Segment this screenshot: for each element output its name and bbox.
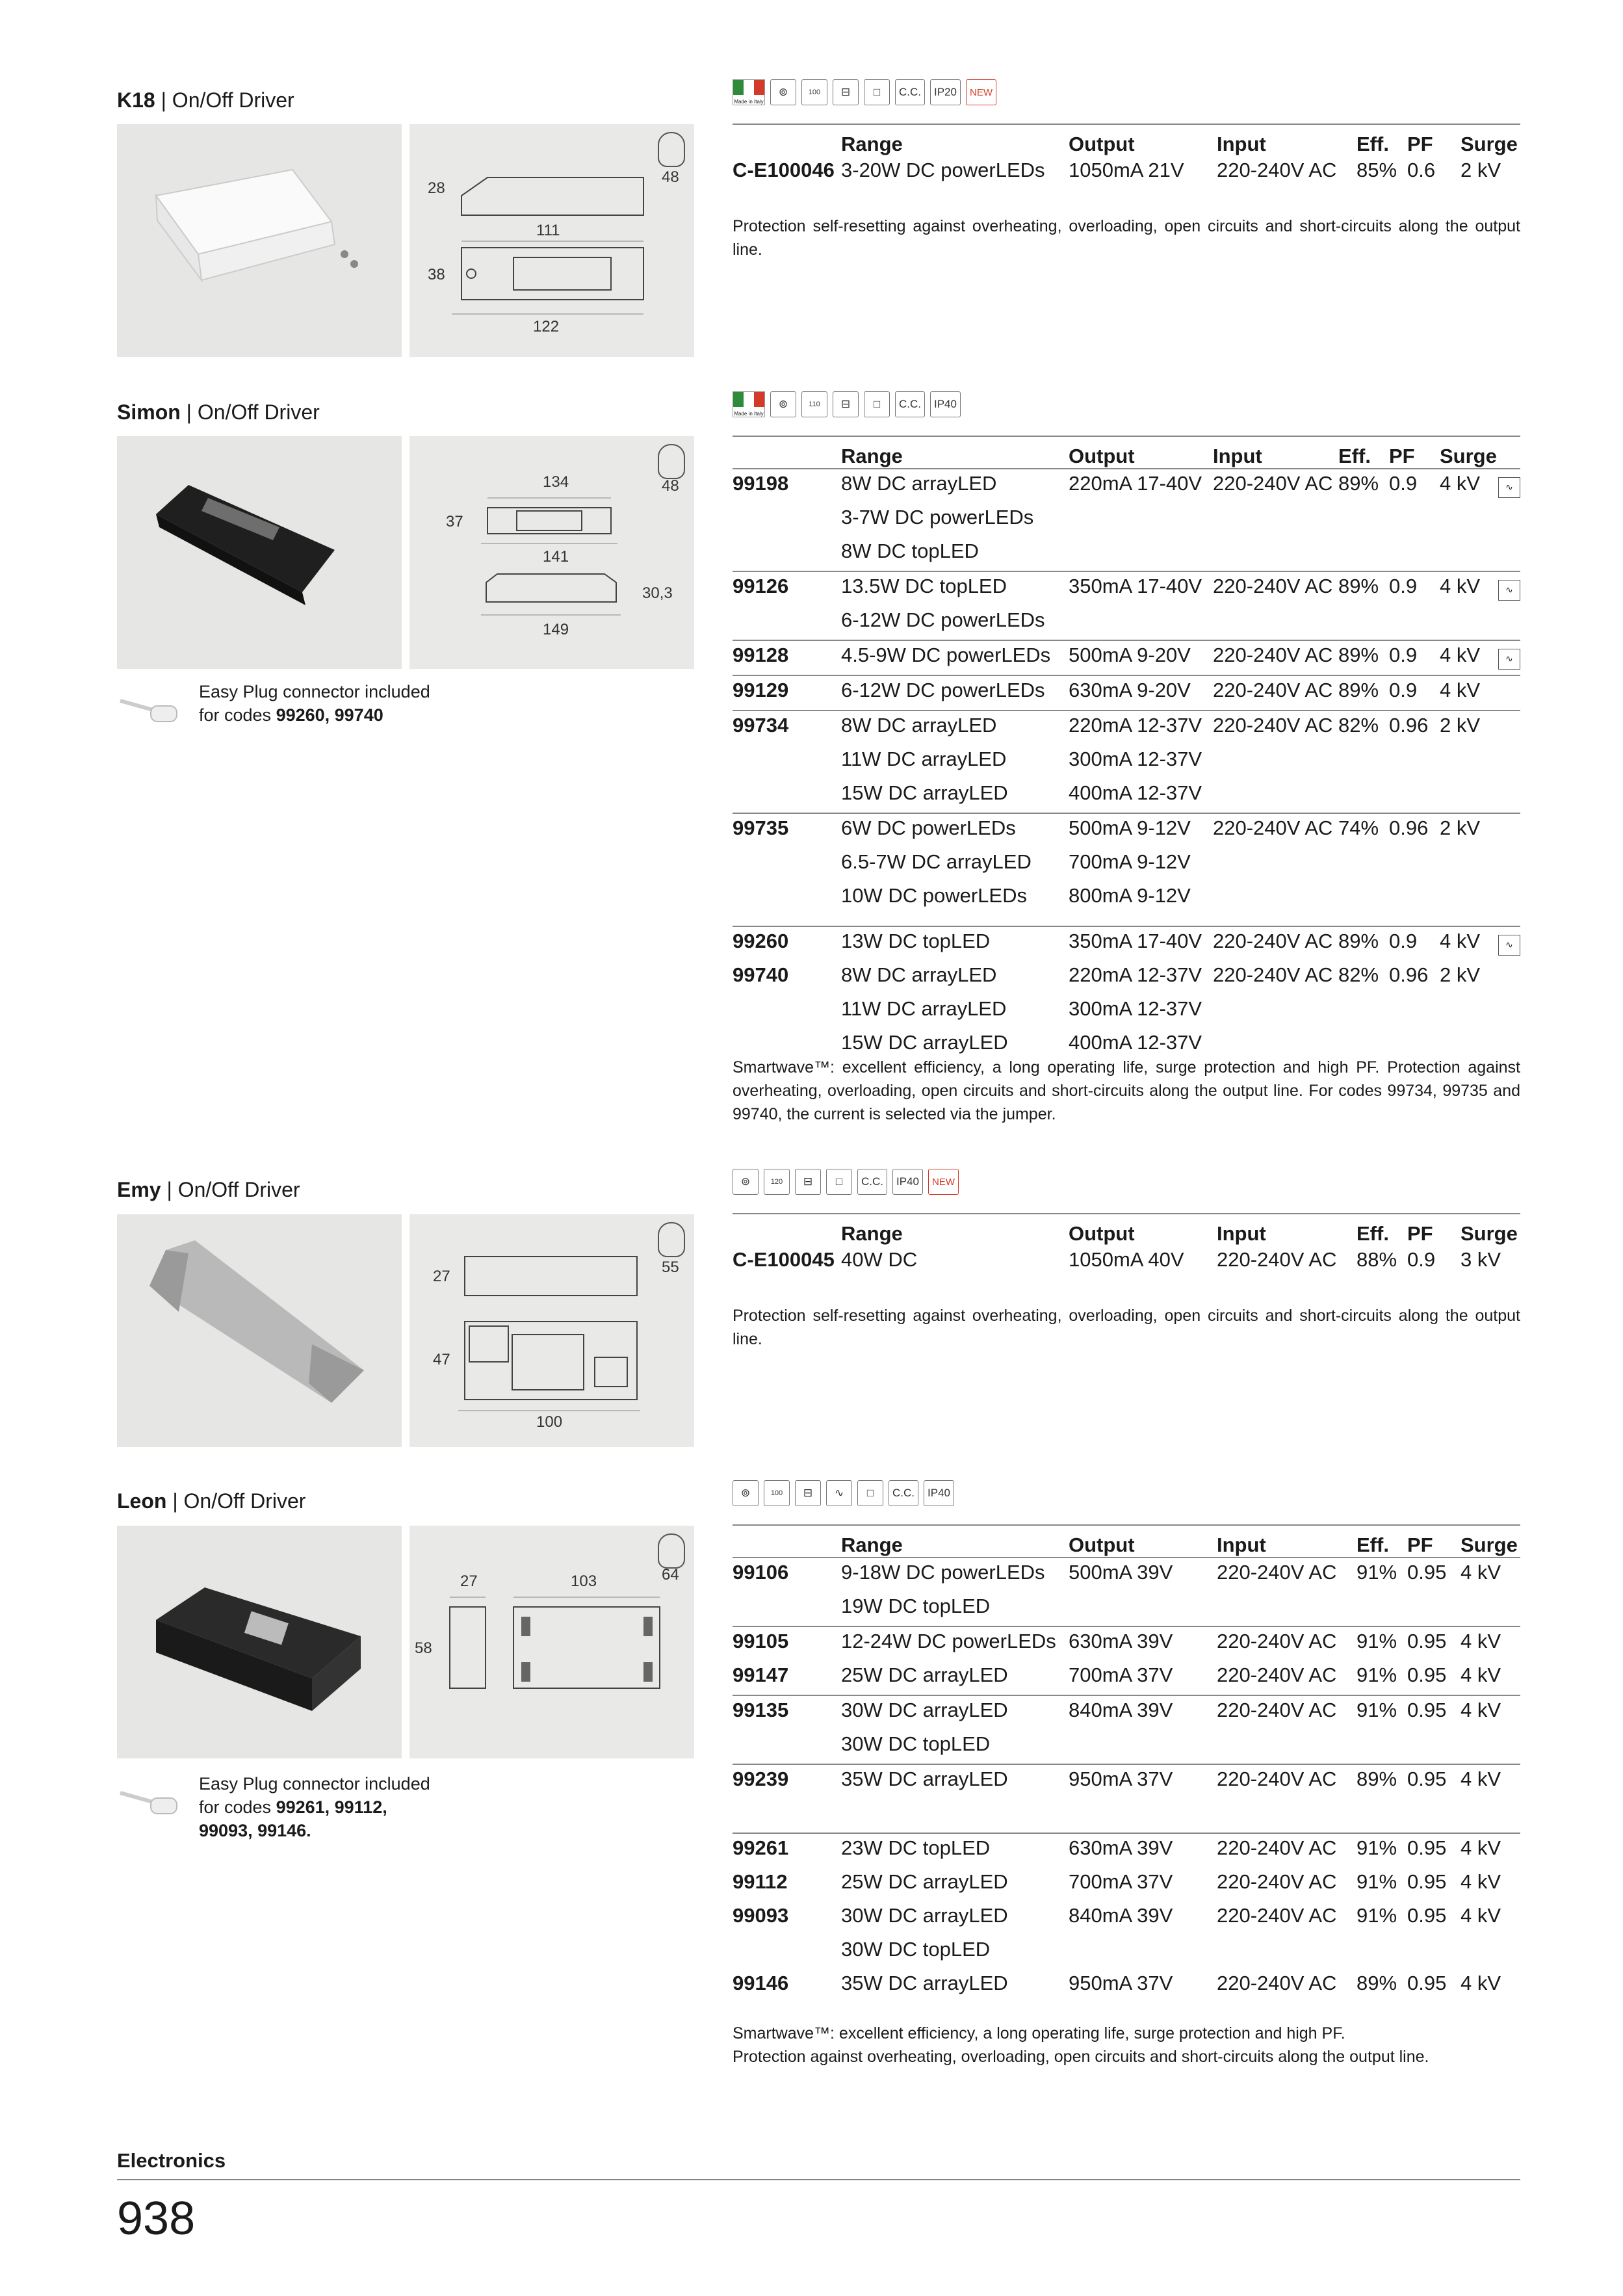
header-pf: PF xyxy=(1407,1214,1461,1246)
header-input: Input xyxy=(1217,1525,1357,1558)
dim-depth: 38 xyxy=(428,266,445,283)
header-output: Output xyxy=(1069,436,1213,469)
header-input: Input xyxy=(1213,436,1338,469)
easy-plug-connector-icon xyxy=(117,689,182,728)
dim-height: 27 xyxy=(460,1572,478,1590)
footer-divider xyxy=(117,2179,1520,2180)
hand-touch-icon xyxy=(658,132,685,167)
class-ii-icon: ⊚ xyxy=(733,1169,759,1195)
dim-width: 48 xyxy=(662,168,679,186)
temperature-icon: 100 xyxy=(801,79,827,105)
badge-cc: C.C. xyxy=(895,391,925,417)
table-row: 99147 25W DC arrayLED 700mA 37V 220-240V AC 91% 0.95 4 kV xyxy=(733,1663,1501,1686)
hand-touch-icon xyxy=(658,1533,685,1569)
driver-box-icon: ⊟ xyxy=(795,1169,821,1195)
dim-length: 122 xyxy=(533,318,560,335)
k18-icon-row xyxy=(733,79,996,105)
table-row: 99239 35W DC arrayLED 950mA 37V 220-240V AC 89% 0.95 4 kV xyxy=(733,1764,1520,1799)
table-row: 10W DC powerLEDs 800mA 9-12V xyxy=(841,884,1191,907)
product-photo-simon xyxy=(117,436,402,669)
table-row: 99126 13.5W DC topLED 350mA 17-40V 220-240V AC 89% 0.9 4 kV ∿ xyxy=(733,571,1520,606)
table-row: 30W DC topLED xyxy=(841,1938,991,1961)
easy-plug-connector-icon xyxy=(117,1781,182,1820)
table-row: 99740 8W DC arrayLED 220mA 12-37V 220-240V AC 82% 0.96 2 kV xyxy=(733,963,1481,986)
header-range: Range xyxy=(841,1214,1069,1246)
class-ii-icon: ⊚ xyxy=(770,391,796,417)
smartwave-icon: ∿ xyxy=(1498,580,1520,601)
dim-width: 64 xyxy=(662,1566,679,1584)
dim-height: 37 xyxy=(446,513,463,530)
square-icon: □ xyxy=(864,391,890,417)
product-title-leon: Leon | On/Off Driver xyxy=(117,1489,306,1513)
product-drawing-emy xyxy=(409,1214,694,1447)
table-row: 99106 9-18W DC powerLEDs 500mA 39V 220-240V AC 91% 0.95 4 kV xyxy=(733,1558,1520,1592)
badge-cc: C.C. xyxy=(895,79,925,105)
temperature-icon: 110 xyxy=(801,391,827,417)
header-eff: Eff. xyxy=(1357,1214,1407,1246)
class-ii-icon: ⊚ xyxy=(733,1480,759,1506)
dim-depth: 47 xyxy=(433,1351,450,1368)
badge-new: NEW xyxy=(966,79,996,105)
driver-box-icon: ⊟ xyxy=(795,1480,821,1506)
badge-cc: C.C. xyxy=(857,1169,887,1195)
table-row: C-E100045 40W DC 1050mA 40V 220-240V AC 88% 0.9 3 kV xyxy=(733,1248,1501,1271)
footer-section-label: Electronics xyxy=(117,2149,226,2172)
driver-box-icon: ⊟ xyxy=(833,79,859,105)
header-eff: Eff. xyxy=(1338,436,1389,469)
header-output: Output xyxy=(1069,124,1217,156)
product-photo-k18 xyxy=(117,124,402,357)
emy-spec-table xyxy=(733,1213,1520,1279)
dim-overall: 149 xyxy=(543,621,569,638)
header-surge: Surge xyxy=(1440,436,1498,469)
header-range: Range xyxy=(841,124,1069,156)
leon-driver-image xyxy=(117,1526,402,1758)
smartwave-icon: ∿ xyxy=(826,1480,852,1506)
simon-note: Smartwave™: excellent efficiency, a long operating life, surge protection and high PF. Protection against overheating, overloading, open circuits and short-circuits along the output line. For codes 99734, 99735 and 99740, the current is selected via the jumper. xyxy=(733,1058,1520,1123)
square-icon: □ xyxy=(864,79,890,105)
table-row: 99129 6-12W DC powerLEDs 630mA 9-20V 220-240V AC 89% 0.9 4 kV xyxy=(733,675,1520,711)
product-drawing-simon xyxy=(409,436,694,669)
badge-ip: IP40 xyxy=(924,1480,954,1506)
header-pf: PF xyxy=(1407,124,1461,156)
header-output: Output xyxy=(1069,1214,1217,1246)
dim-length-b: 141 xyxy=(543,548,569,566)
dim-length: 103 xyxy=(571,1572,597,1590)
badge-ip: IP20 xyxy=(930,79,961,105)
italy-flag-icon: Made in Italy xyxy=(733,391,765,417)
square-icon: □ xyxy=(826,1169,852,1195)
badge-new: NEW xyxy=(928,1169,959,1195)
table-row: 99260 13W DC topLED 350mA 17-40V 220-240V AC 89% 0.9 4 kV ∿ xyxy=(733,926,1520,961)
badge-ip: IP40 xyxy=(892,1169,923,1195)
table-row: 99734 8W DC arrayLED 220mA 12-37V 220-240V AC 82% 0.96 2 kV xyxy=(733,711,1520,745)
table-spacer xyxy=(733,915,1520,926)
product-drawing-leon xyxy=(409,1526,694,1758)
leon-icon-row xyxy=(733,1480,954,1506)
driver-box-icon: ⊟ xyxy=(833,391,859,417)
header-surge: Surge xyxy=(1461,124,1520,156)
table-row: 99261 23W DC topLED 630mA 39V 220-240V AC 91% 0.95 4 kV xyxy=(733,1833,1520,1868)
hand-touch-icon xyxy=(658,444,685,479)
table-row: 99112 25W DC arrayLED 700mA 37V 220-240V AC 91% 0.95 4 kV xyxy=(733,1870,1501,1893)
k18-note: Protection self-resetting against overheating, overloading, open circuits and short-circuits along the output line. xyxy=(733,217,1520,259)
k18-driver-image xyxy=(117,124,402,357)
table-row: 8W DC topLED xyxy=(841,540,979,562)
product-title-k18: K18 | On/Off Driver xyxy=(117,88,294,112)
leon-spec-table xyxy=(733,1524,1520,2003)
badge-ip: IP40 xyxy=(930,391,961,417)
table-row: 99128 4.5-9W DC powerLEDs 500mA 9-20V 220-240V AC 89% 0.9 4 kV ∿ xyxy=(733,640,1520,675)
temperature-icon: 120 xyxy=(764,1169,790,1195)
table-row: 15W DC arrayLED 400mA 12-37V xyxy=(841,781,1202,804)
table-row: 99735 6W DC powerLEDs 500mA 9-12V 220-240V AC 74% 0.96 2 kV xyxy=(733,813,1520,848)
table-row: 99105 12-24W DC powerLEDs 630mA 39V 220-240V AC 91% 0.95 4 kV xyxy=(733,1626,1520,1661)
table-row: C-E100046 3-20W DC powerLEDs 1050mA 21V 220-240V AC 85% 0.6 2 kV xyxy=(733,159,1501,181)
dim-width: 48 xyxy=(662,477,679,495)
page-number: 938 xyxy=(117,2193,196,2245)
header-surge: Surge xyxy=(1461,1214,1520,1246)
simon-spec-table xyxy=(733,436,1520,1062)
hand-touch-icon xyxy=(658,1222,685,1257)
header-pf: PF xyxy=(1407,1525,1461,1558)
dim-depth: 30,3 xyxy=(642,584,673,602)
header-input: Input xyxy=(1217,124,1357,156)
badge-cc: C.C. xyxy=(889,1480,918,1506)
table-row: 11W DC arrayLED 300mA 12-37V xyxy=(841,997,1202,1020)
table-row: 6.5-7W DC arrayLED 700mA 9-12V xyxy=(841,850,1191,873)
k18-spec-table xyxy=(733,124,1520,190)
header-eff: Eff. xyxy=(1357,1525,1407,1558)
simon-icon-row xyxy=(733,391,961,417)
table-row: 6-12W DC powerLEDs xyxy=(841,608,1045,631)
dim-height: 27 xyxy=(433,1268,450,1285)
product-title-emy: Emy | On/Off Driver xyxy=(117,1178,300,1201)
header-range: Range xyxy=(841,1525,1069,1558)
smartwave-icon: ∿ xyxy=(1498,477,1520,498)
table-row: 19W DC topLED xyxy=(841,1595,991,1617)
italy-flag-icon: Made in Italy xyxy=(733,79,765,105)
product-photo-emy xyxy=(117,1214,402,1447)
dim-length: 100 xyxy=(536,1413,563,1431)
emy-dimension-drawing xyxy=(409,1214,694,1447)
simon-driver-image xyxy=(117,436,402,669)
smartwave-icon: ∿ xyxy=(1498,935,1520,956)
simon-easy-plug-note: Easy Plug connector included for codes 99260, 99740 xyxy=(199,682,430,725)
product-photo-leon xyxy=(117,1526,402,1758)
header-range: Range xyxy=(841,436,1069,469)
product-title-simon: Simon | On/Off Driver xyxy=(117,400,320,424)
dim-length: 134 xyxy=(543,473,569,491)
dim-width: 55 xyxy=(662,1259,679,1276)
dim-depth: 58 xyxy=(415,1639,432,1657)
table-row: 99198 8W DC arrayLED 220mA 17-40V 220-240V AC 89% 0.9 4 kV ∿ xyxy=(733,469,1520,503)
leon-note: Smartwave™: excellent efficiency, a long operating life, surge protection and high PF. Protection against overheating, overloading, open circuits and short-circuits along the output line. xyxy=(733,2024,1429,2066)
table-row: 99135 30W DC arrayLED 840mA 39V 220-240V AC 91% 0.95 4 kV xyxy=(733,1695,1520,1730)
table-row: 99146 35W DC arrayLED 950mA 37V 220-240V AC 89% 0.95 4 kV xyxy=(733,1972,1501,1994)
smartwave-icon: ∿ xyxy=(1498,649,1520,670)
table-row: 99093 30W DC arrayLED 840mA 39V 220-240V AC 91% 0.95 4 kV xyxy=(733,1904,1501,1927)
header-surge: Surge xyxy=(1461,1525,1520,1558)
table-row: 30W DC topLED xyxy=(841,1732,991,1755)
emy-driver-image xyxy=(117,1214,402,1447)
temperature-icon: 100 xyxy=(764,1480,790,1506)
product-drawing-k18 xyxy=(409,124,694,357)
header-pf: PF xyxy=(1389,436,1440,469)
leon-dimension-drawing xyxy=(409,1526,694,1758)
table-spacer xyxy=(733,1799,1520,1833)
emy-icon-row xyxy=(733,1169,959,1195)
emy-note: Protection self-resetting against overheating, overloading, open circuits and short-circuits along the output line. xyxy=(733,1307,1520,1348)
square-icon: □ xyxy=(857,1480,883,1506)
dim-hole-spacing: 111 xyxy=(536,222,560,239)
table-row: 11W DC arrayLED 300mA 12-37V xyxy=(841,748,1202,770)
dim-height: 28 xyxy=(428,179,445,197)
class-ii-icon: ⊚ xyxy=(770,79,796,105)
header-output: Output xyxy=(1069,1525,1217,1558)
table-row: 3-7W DC powerLEDs xyxy=(841,506,1034,528)
header-eff: Eff. xyxy=(1357,124,1407,156)
table-row: 15W DC arrayLED 400mA 12-37V xyxy=(841,1031,1202,1054)
header-input: Input xyxy=(1217,1214,1357,1246)
leon-easy-plug-note: Easy Plug connector included for codes 99261, 99112, 99093, 99146. xyxy=(199,1774,430,1840)
